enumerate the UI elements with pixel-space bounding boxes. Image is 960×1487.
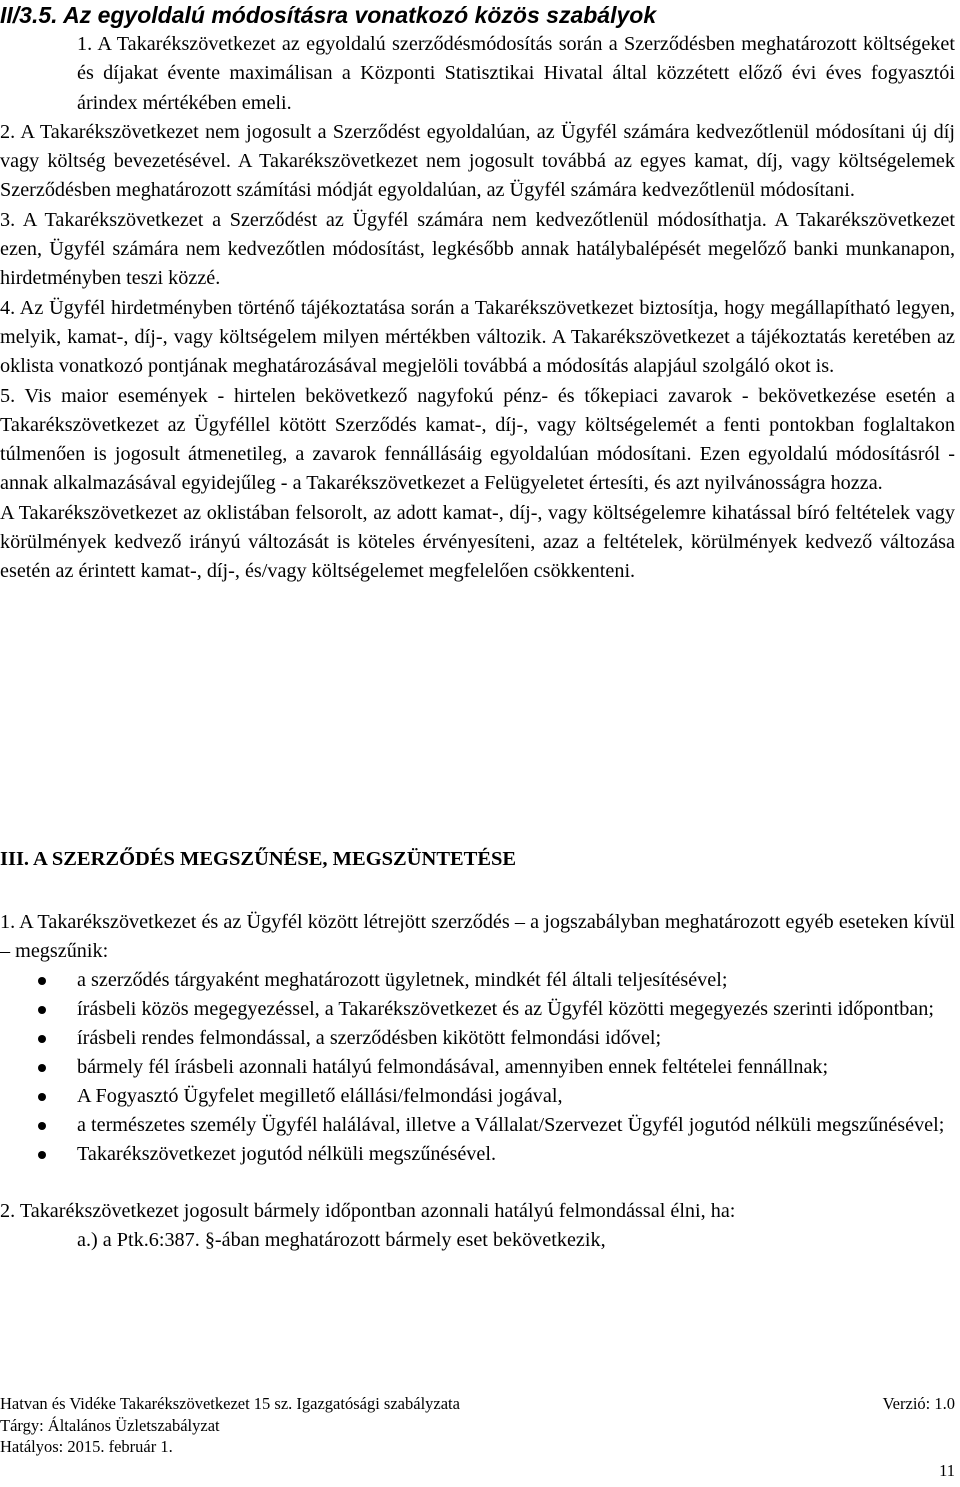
paragraph-6: A Takarékszövetkezet az oklistában felsorolt, az adott kamat-, díj-, vagy költségelemre kihatással bíró feltételek vagy körülmények kedvező irányú változását is köteles érvényesíteni, azaz a feltételek, körülmények kedvező változása esetén az érintett kamat-, díj-, és/vagy költségelemet megfelelően csökkenteni. [0, 501, 955, 583]
paragraph-4: 4. Az Ügyfél hirdetményben történő tájékoztatása során a Takarékszövetkezet biztosítja, hogy megállapítható legyen, melyik, kamat-, díj-, vagy költségelem milyen mértékben változik. A Takarékszövetkezet a tájékoztatás keretében az oklista vonatkozó pontjának meghatározásával megjelöli továbbá a módosítás alapjául szolgáló okot is. [0, 296, 955, 378]
bullet-icon [38, 1151, 46, 1159]
paragraph-3: 3. A Takarékszövetkezet a Szerződést az Ügyfél számára nem kedvezőtlenül módosíthatja. A Takarékszövetkezet ezen, Ügyfél számára nem kedvezőtlen módosítást, legkésőbb annak hatálybalépését megelőző banki munkanapon, hirdetményben teszi közzé. [0, 208, 955, 290]
paragraph-2: 2. A Takarékszövetkezet nem jogosult a Szerződést egyoldalúan, az Ügyfél számára kedvezőtlenül módosítani új díj vagy költség bevezetésével. A Takarékszövetkezet nem jogosult továbbá az egyes kamat, díj, vagy költségelemek Szerződésben meghatározott számítási módját egyoldalúan, az Ügyfél számára kedvezőtlenül módosítani. [0, 120, 955, 202]
chapter-title: III. A SZERZŐDÉS MEGSZŰNÉSE, MEGSZÜNTETÉSE [0, 848, 517, 870]
footer-subject: Tárgy: Általános Üzletszabályzat [0, 1415, 220, 1435]
footer-version: Verzió: 1.0 [882, 1394, 955, 1413]
list-item: a természetes személy Ügyfél halálával, illetve a Vállalat/Szervezet Ügyfél jogutód nélküli megszűnésével; [0, 1111, 955, 1140]
list-item: írásbeli közös megegyezéssel, a Takarékszövetkezet és az Ügyfél közötti megegyezés szerinti időpontban; [0, 995, 955, 1024]
list-item: írásbeli rendes felmondással, a szerződésben kikötött felmondási idővel; [0, 1024, 955, 1053]
list-item: Takarékszövetkezet jogutód nélküli megszűnésével. [0, 1140, 955, 1169]
bullet-icon [38, 1122, 46, 1130]
spacer [0, 1169, 955, 1197]
termination-list [0, 966, 955, 1169]
modification-rules [0, 30, 955, 587]
bullet-icon [38, 1093, 46, 1101]
footer-org: Hatvan és Vidéke Takarékszövetkezet 15 sz. Igazgatósági szabályzata [0, 1394, 460, 1413]
section-title: II/3.5. Az egyoldalú módosításra vonatkozó közös szabályok [0, 2, 657, 28]
point-2: 2. Takarékszövetkezet jogosult bármely időpontban azonnali hatályú felmondással élni, ha: [0, 1200, 736, 1222]
termination-section [0, 908, 955, 1255]
page-number: 11 [939, 1461, 955, 1480]
list-item: a szerződés tárgyaként meghatározott ügyletnek, mindkét fél általi teljesítésével; [0, 966, 955, 995]
bullet-icon [38, 977, 46, 985]
page-footer [0, 1393, 955, 1458]
list-item: bármely fél írásbeli azonnali hatályú felmondásával, amennyiben ennek feltételei fennállnak; [0, 1053, 955, 1082]
bullet-icon [38, 1064, 46, 1072]
termination-intro: 1. A Takarékszövetkezet és az Ügyfél között létrejött szerződés – a jogszabályban meghatározott egyéb eseteken kívül – megszűnik: [0, 911, 955, 962]
paragraph-1: 1. A Takarékszövetkezet az egyoldalú szerződésmódosítás során a Szerződésben meghatározott költségeket és díjakat évente maximálisan a Központi Statisztikai Hivatal által közzétett előző évi éves fogyasztói árindex mértékében emeli. [77, 33, 955, 114]
bullet-icon [38, 1006, 46, 1014]
bullet-icon [38, 1035, 46, 1043]
footer-effective: Hatályos: 2015. február 1. [0, 1437, 173, 1456]
point-2a: a.) a Ptk.6:387. §-ában meghatározott bármely eset bekövetkezik, [77, 1229, 606, 1251]
footer-row [0, 1393, 955, 1415]
list-item: A Fogyasztó Ügyfelet megillető elállási/felmondási jogával, [0, 1082, 955, 1111]
paragraph-5: 5. Vis maior események - hirtelen bekövetkező nagyfokú pénz- és tőkepiaci zavarok - bekövetkezése esetén a Takarékszövetkezet az Ügyféllel kötött Szerződés kamat-, díj-, vagy költségelemét a fenti pontokban foglaltakon túlmenően is jogosult átmenetileg, a zavarok fennállásáig egyoldalúan módosítani. Ezen egyoldalú módosításról - annak alkalmazásával egyidejűleg - a Takarékszövetkezet a Felügyeletet értesíti, és azt nyilvánosságra hozza. [0, 384, 955, 495]
